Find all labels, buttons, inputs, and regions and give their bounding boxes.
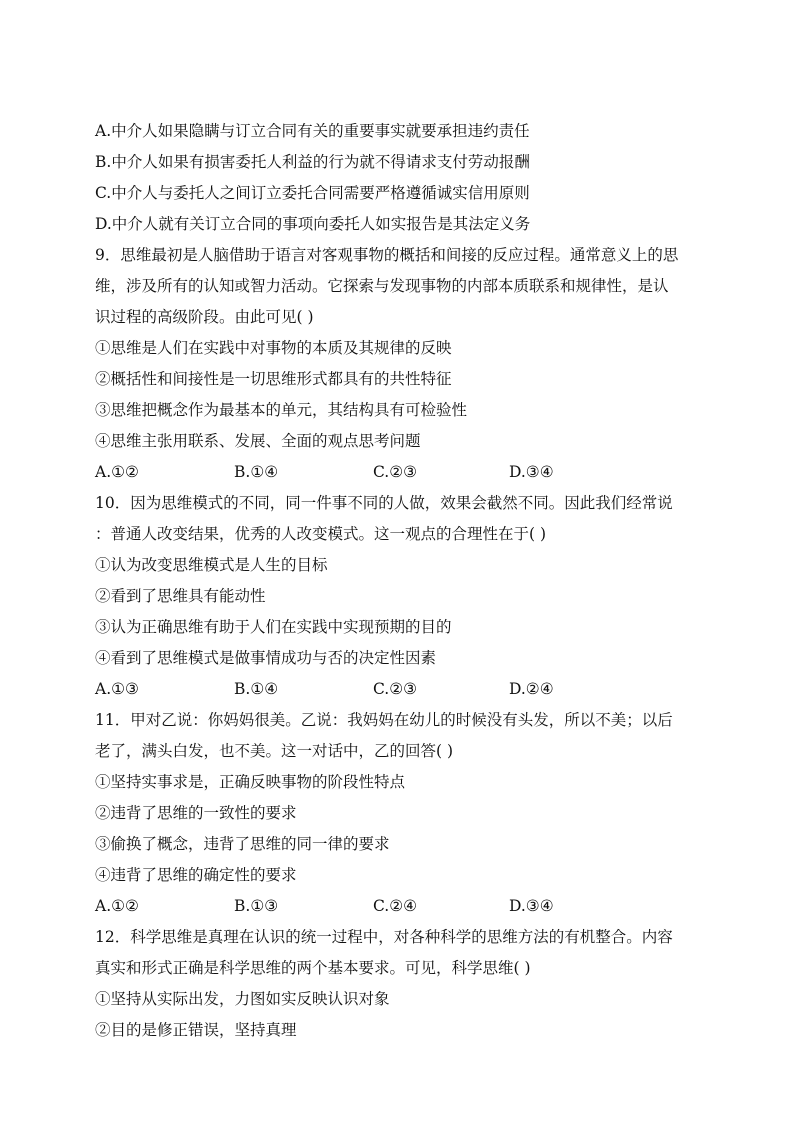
q11-item: ③偷换了概念，违背了思维的同一律的要求 <box>95 835 390 853</box>
q10-item: ③认为正确思维有助于人们在实践中实现预期的目的 <box>95 618 452 636</box>
q11-item: ②违背了思维的一致性的要求 <box>95 804 297 822</box>
q8-option-b: B.中介人如果有损害委托人利益的行为就不得请求支付劳动报酬 <box>95 153 530 171</box>
q8-option-a: A.中介人如果隐瞒与订立合同有关的重要事实就要承担违约责任 <box>95 122 530 140</box>
q11-stem-line: 老了，满头白发，也不美。这一对话中，乙的回答( ) <box>95 742 454 760</box>
q9-choice-c: C.②③ <box>373 463 418 481</box>
q11-choice-b: B.①③ <box>234 897 279 915</box>
q11-stem-line: 11．甲对乙说：你妈妈很美。乙说：我妈妈在幼儿的时候没有头发，所以不美；以后 <box>95 711 673 729</box>
q11-item: ④违背了思维的确定性的要求 <box>95 866 297 884</box>
q9-item: ③思维把概念作为最基本的单元，其结构具有可检验性 <box>95 401 468 419</box>
q9-choice-b: B.①④ <box>234 463 279 481</box>
q10-item: ②看到了思维具有能动性 <box>95 587 266 605</box>
q12-stem-line: 真实和形式正确是科学思维的两个基本要求。可见，科学思维( ) <box>95 959 531 977</box>
q10-item: ④看到了思维模式是做事情成功与否的决定性因素 <box>95 649 437 667</box>
q10-choice-b: B.①④ <box>234 680 279 698</box>
q9-item: ④思维主张用联系、发展、全面的观点思考问题 <box>95 432 421 450</box>
q12-item: ①坚持从实际出发，力图如实反映认识对象 <box>95 990 390 1008</box>
q9-choice-a: A.①② <box>95 463 139 481</box>
q11-item: ①坚持实事求是，正确反映事物的阶段性特点 <box>95 773 406 791</box>
q10-item: ①认为改变思维模式是人生的目标 <box>95 556 328 574</box>
q9-stem-line: 9．思维最初是人脑借助于语言对客观事物的概括和间接的反应过程。通常意义上的思 <box>95 246 679 264</box>
q12-stem-line: 12．科学思维是真理在认识的统一过程中，对各种科学的思维方法的有机整合。内容 <box>95 928 673 946</box>
q9-item: ②概括性和间接性是一切思维形式都具有的共性特征 <box>95 370 452 388</box>
q10-choice-c: C.②③ <box>373 680 418 698</box>
q10-stem-line: 10．因为思维模式的不同，同一件事不同的人做，效果会截然不同。因此我们经常说 <box>95 494 673 512</box>
q8-option-c: C.中介人与委托人之间订立委托合同需要严格遵循诚实信用原则 <box>95 184 530 202</box>
q11-choice-a: A.①② <box>95 897 139 915</box>
q11-choice-d: D.③④ <box>509 897 554 915</box>
q9-item: ①思维是人们在实践中对事物的本质及其规律的反映 <box>95 339 452 357</box>
q9-stem-line: 识过程的高级阶段。由此可见( ) <box>95 308 314 326</box>
q11-choice-c: C.②④ <box>373 897 418 915</box>
q9-stem-line: 维，涉及所有的认知或智力活动。它探索与发现事物的内部本质联系和规律性，是认 <box>95 277 669 295</box>
q12-item: ②目的是修正错误，坚持真理 <box>95 1021 297 1039</box>
q10-stem-line: ：普通人改变结果，优秀的人改变模式。这一观点的合理性在于( ) <box>95 525 547 543</box>
q9-choice-d: D.③④ <box>509 463 554 481</box>
q10-choice-a: A.①③ <box>95 680 139 698</box>
q10-choice-d: D.②④ <box>509 680 554 698</box>
q8-option-d: D.中介人就有关订立合同的事项向委托人如实报告是其法定义务 <box>95 215 531 233</box>
